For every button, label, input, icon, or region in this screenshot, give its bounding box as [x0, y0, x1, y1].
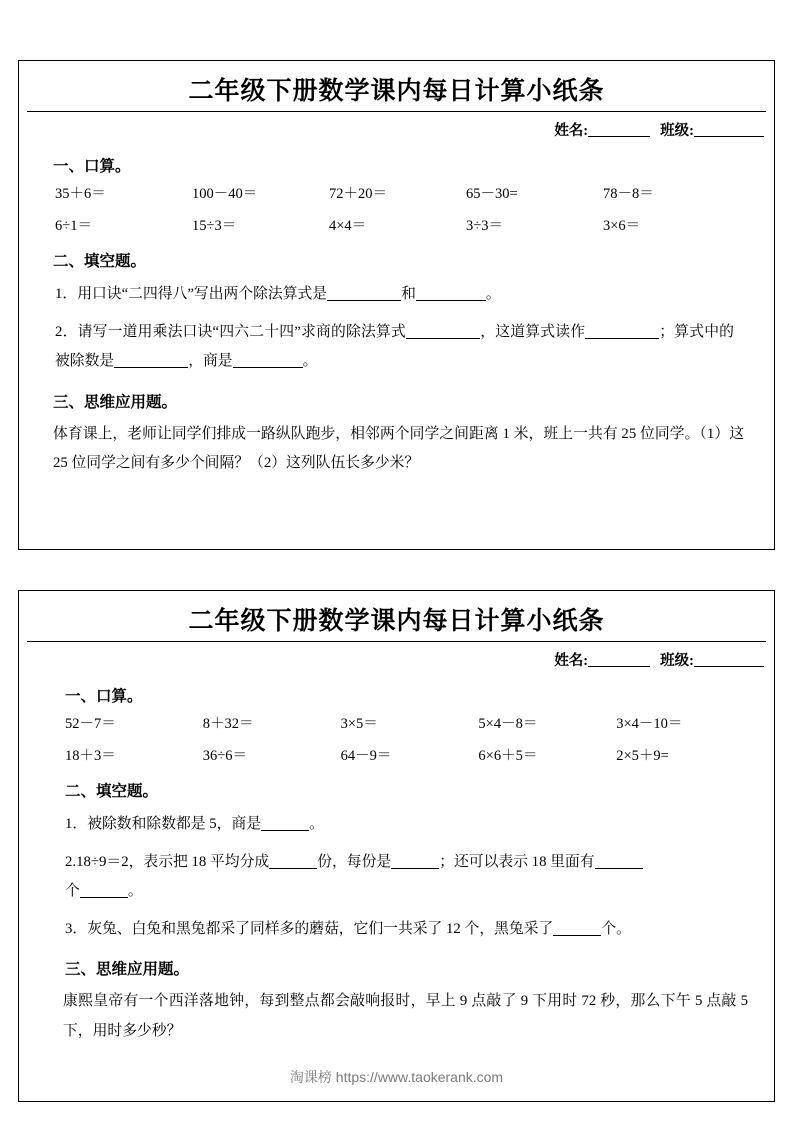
oral-item: 6÷1＝ [55, 218, 92, 234]
oral-item: 64－9＝ [340, 748, 392, 764]
answer-blank[interactable] [80, 883, 128, 898]
apply-question-2: 康熙皇帝有一个西洋落地钟，每到整点都会敲响报时，早上 9 点敲了 9 下用时 72 秒，那么下午 5 点敲 5 下，用时多少秒？ [63, 993, 748, 1039]
oral-item: 8＋32＝ [202, 716, 254, 732]
class-blank-1[interactable] [694, 122, 764, 137]
oral-item: 3×4－10＝ [616, 716, 683, 732]
worksheet-sheet-1 [18, 60, 775, 550]
oral-item: 2×5＋9= [616, 748, 669, 764]
oral-item: 78－8＝ [603, 186, 654, 202]
answer-blank[interactable] [327, 286, 401, 301]
oral-item: 35＋6＝ [55, 186, 106, 202]
watermark [0, 1065, 793, 1089]
name-blank-1[interactable] [588, 122, 650, 137]
oral-item: 6×6＋5＝ [478, 748, 538, 764]
fill-question-1-2: 2．请写一道用乘法口诀“四六二十四”求商的除法算式 ，这道算式读作 ；算式中的被除数是 ，商是 。 [55, 323, 734, 369]
watermark-text: 淘课榜 https://www.taokerank.com [280, 1065, 513, 1089]
answer-blank[interactable] [261, 816, 309, 831]
oral-item: 72＋20＝ [329, 186, 387, 202]
oral-item: 3×5＝ [340, 716, 378, 732]
title-divider-1 [27, 111, 766, 112]
student-info-row-1 [19, 119, 764, 140]
oral-item: 36÷6＝ [202, 748, 248, 764]
oral-item: 18＋3＝ [65, 748, 116, 764]
answer-blank[interactable] [114, 353, 188, 368]
title-divider-2 [27, 641, 766, 642]
oral-item: 3÷3＝ [466, 218, 503, 234]
fill-question-2-2: 2.18÷9＝2，表示把 18 平均分成 份，每份是 ；还可以表示 18 里面有 个 。 [65, 848, 748, 906]
fill-question-1-1: 1．用口诀“二四得八”写出两个除法算式是 和 。 [55, 286, 501, 302]
answer-blank[interactable] [416, 286, 486, 301]
apply-question-1: 体育课上，老师让同学们排成一路纵队跑步，相邻两个同学之间距离 1 米，班上一共有 25 位同学。（1）这 25 位同学之间有多少个间隔？（2）这列队伍长多少米？ [53, 425, 744, 472]
answer-blank[interactable] [553, 921, 601, 936]
oral-item: 65－30= [466, 186, 518, 202]
oral-grid-2 [65, 712, 754, 765]
answer-blank[interactable] [595, 854, 643, 869]
section-head-fill-1: 二、填空题。 [53, 251, 147, 270]
answer-blank[interactable] [406, 324, 480, 339]
class-field-1: 班级: [660, 119, 764, 140]
name-blank-2[interactable] [588, 652, 650, 667]
section-head-apply-2: 三、思维应用题。 [65, 959, 190, 979]
answer-blank[interactable] [269, 854, 317, 869]
answer-blank[interactable] [391, 854, 439, 869]
oral-item: 100－40＝ [192, 186, 258, 202]
oral-item: 3×6＝ [603, 218, 641, 234]
oral-item: 52－7＝ [65, 716, 116, 732]
name-field-1: 姓名: [554, 119, 650, 140]
oral-grid-1 [55, 182, 740, 235]
fill-question-2-3: 3．灰兔、白兔和黑兔都采了同样多的蘑菇，它们一共采了 12 个，黑兔采了 个。 [65, 920, 631, 937]
name-field-2: 姓名: [554, 649, 650, 670]
oral-item: 15÷3＝ [192, 218, 237, 234]
answer-blank[interactable] [233, 353, 303, 368]
sheet-2-title: 二年级下册数学课内每日计算小纸条 [188, 606, 605, 635]
section-head-oral-2: 一、口算。 [65, 686, 143, 705]
class-field-2: 班级: [660, 649, 764, 670]
oral-item: 4×4＝ [329, 218, 367, 234]
worksheet-sheet-2 [18, 590, 775, 1102]
section-head-oral-1: 一、口算。 [53, 156, 131, 175]
oral-item: 5×4－8＝ [478, 716, 538, 732]
fill-question-2-1: 1．被除数和除数都是 5，商是 。 [65, 816, 324, 832]
section-head-fill-2: 二、填空题。 [65, 781, 159, 800]
student-info-row-2 [19, 649, 764, 670]
section-head-apply-1: 三、思维应用题。 [53, 391, 178, 411]
answer-blank[interactable] [585, 324, 659, 339]
class-blank-2[interactable] [694, 652, 764, 667]
sheet-1-title: 二年级下册数学课内每日计算小纸条 [188, 76, 605, 105]
